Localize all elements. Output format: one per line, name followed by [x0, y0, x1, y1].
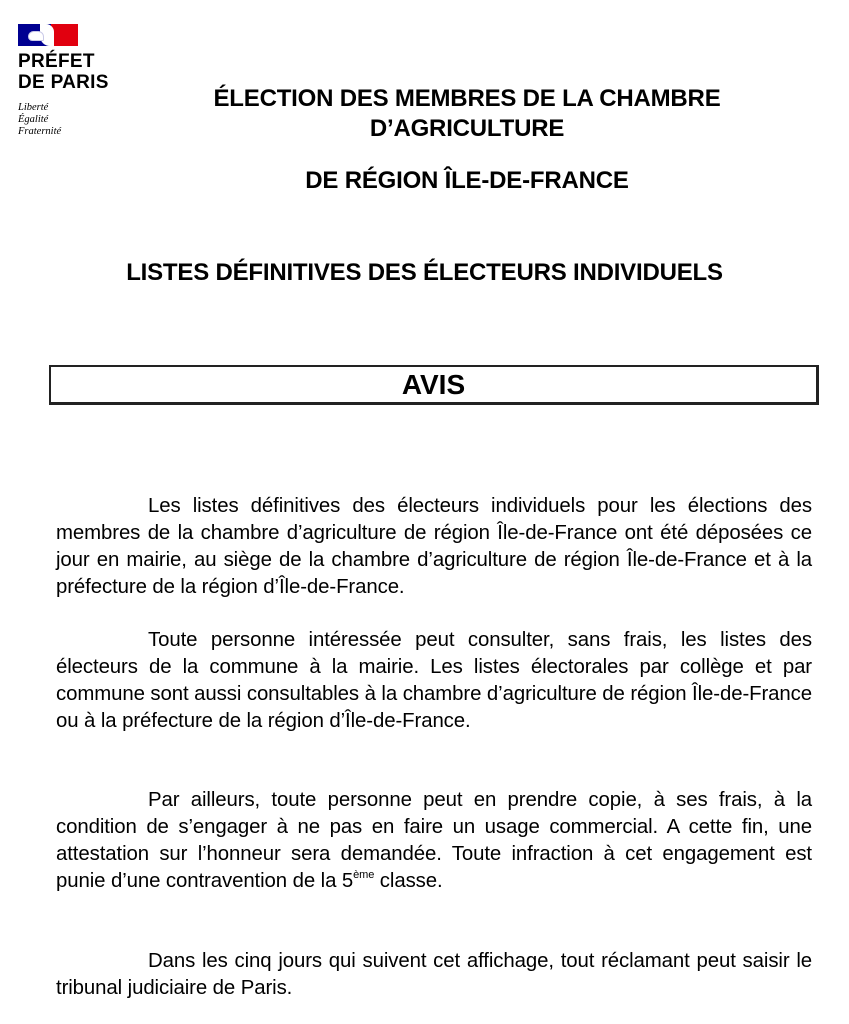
logo-motto: Liberté Égalité Fraternité — [18, 102, 62, 137]
title-election: ÉLECTION DES MEMBRES DE LA CHAMBRE D’AGRICULTURE — [213, 85, 721, 142]
title-region: DE RÉGION ÎLE-DE-FRANCE — [305, 167, 629, 194]
paragraph-deposit: Les listes définitives des électeurs individuels pour les élections des membres de la chambre d’agriculture de région Île-de-France ont été déposées ce jour en mairie, au siège de la chambre d’agriculture de région Île-de-France et à la préfecture de la région d’Île-de-France. — [56, 495, 812, 598]
paragraph-copy: Par ailleurs, toute personne peut en prendre copie, à ses frais, à la condition de s’engager à ne pas en faire un usage commercial. A cette fin, une attestation sur l’honneur sera demandée. Toute infraction à cet engagement est punie d’une contravention de la 5ème classe. — [56, 789, 812, 892]
ordinal-superscript: ème — [353, 869, 375, 881]
logo-title-line1: PRÉFET — [18, 51, 95, 72]
logo-title-line2: DE PARIS — [18, 72, 109, 93]
paragraph-consultation: Toute personne intéressée peut consulter, sans frais, les listes des électeurs de la commune à la mairie. Les listes électorales par collège et par commune sont aussi consultables à la chambre d’agriculture de région Île-de-France ou à la préfecture de la région d’Île-de-France. — [56, 629, 812, 732]
avis-label: AVIS — [401, 369, 466, 400]
paragraph-claim: Dans les cinq jours qui suivent cet affichage, tout réclamant peut saisir le tribunal judiciaire de Paris. — [56, 950, 812, 999]
marianne-flag-icon — [18, 24, 78, 46]
avis-banner — [49, 365, 819, 405]
title-lists: LISTES DÉFINITIVES DES ÉLECTEURS INDIVIDUELS — [126, 259, 723, 286]
prefecture-logo — [18, 24, 128, 140]
